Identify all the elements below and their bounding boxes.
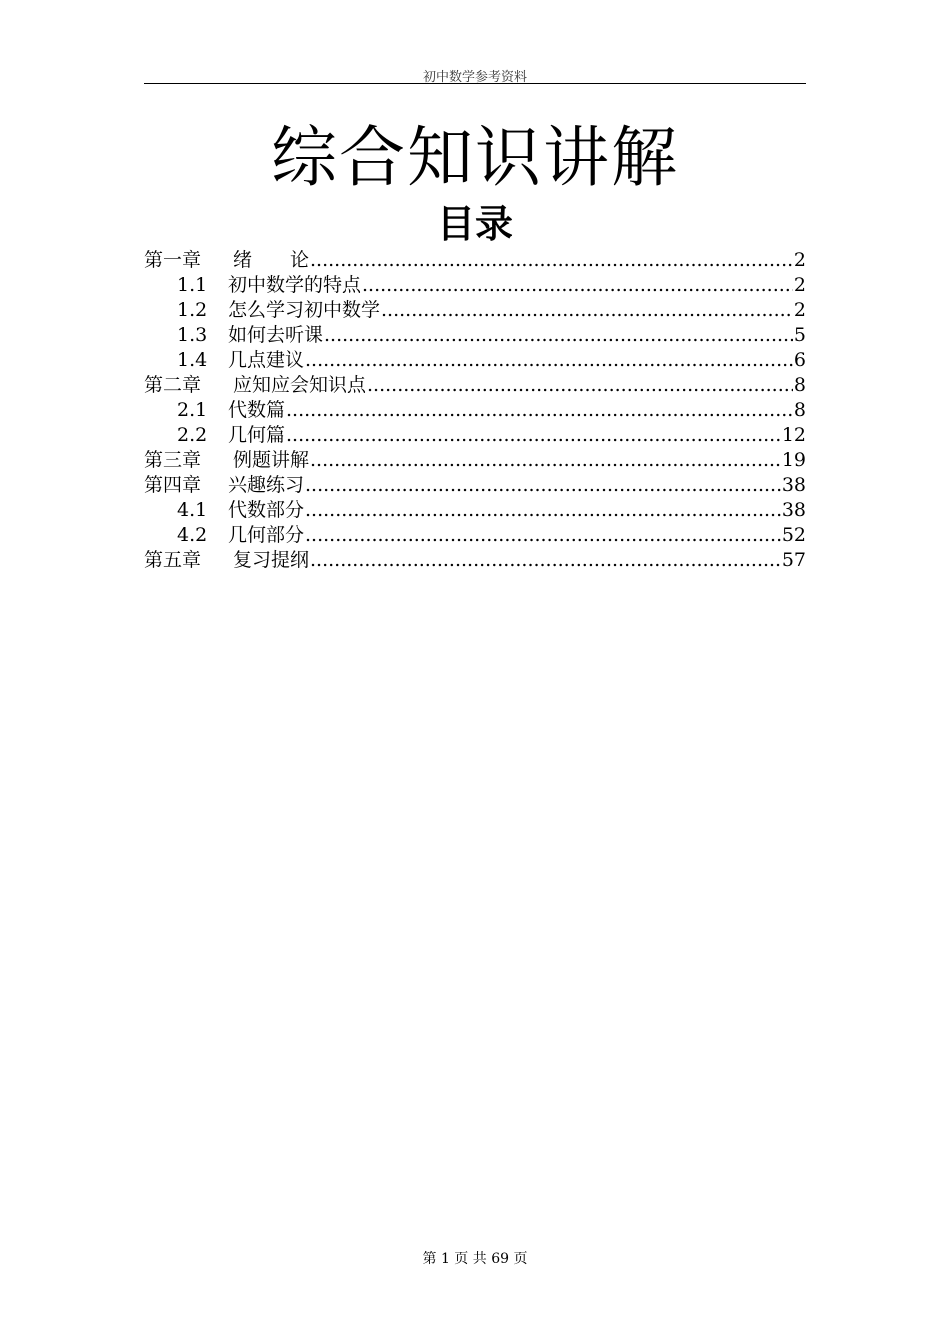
toc-entry-section-4-1[interactable] [144,498,806,523]
document-title: 综合知识讲解 [271,119,679,196]
toc-leader-dots [362,273,793,298]
toc-entry-section-4-2[interactable] [144,523,806,548]
toc-chapter-label: 第四章 [144,474,202,496]
toc-leader-dots [324,323,793,348]
toc-chapter-label: 第一章 [144,249,202,271]
toc-page-number: 38 [781,499,806,521]
toc-entry-section-2-1[interactable] [144,398,806,423]
toc-chapter-label: 第五章 [144,549,202,571]
toc-section-number: 2.2 [177,424,208,446]
toc-entry-title: 如何去听课 [228,324,324,346]
toc-entry-title: 几何部分 [228,524,305,546]
toc-page-number: 19 [781,449,806,471]
toc-section-number: 1.3 [177,324,208,346]
toc-entry-section-2-2[interactable] [144,423,806,448]
toc-chapter-label: 第三章 [144,449,202,471]
toc-section-number: 4.2 [177,524,208,546]
toc-section-number: 2.1 [177,399,208,421]
toc-leader-dots [305,498,781,523]
toc-page-number: 2 [793,274,806,296]
toc-page-number: 6 [793,349,806,371]
toc-entry-chapter-2[interactable] [144,373,806,398]
toc-leader-dots [367,373,793,398]
toc-entry-title: 兴趣练习 [228,474,305,496]
toc-leader-dots [310,248,793,273]
toc-page-number: 8 [793,374,806,396]
toc-leader-dots [305,348,793,373]
toc-entry-chapter-4[interactable] [144,473,806,498]
toc-leader-dots [310,548,781,573]
toc-entry-chapter-5[interactable] [144,548,806,573]
toc-page-number: 38 [781,474,806,496]
toc-entry-section-1-2[interactable] [144,298,806,323]
page-footer: 第 1 页 共 69 页 [422,1251,528,1267]
toc-page-number: 2 [793,249,806,271]
toc-leader-dots [310,448,781,473]
toc-heading: 目录 [436,202,513,246]
toc-page-number: 52 [781,524,806,546]
toc-entry-title: 代数篇 [228,399,286,421]
toc-entry-section-1-3[interactable] [144,323,806,348]
toc-page-number: 12 [781,424,806,446]
toc-section-number: 1.1 [177,274,208,296]
toc-entry-section-1-1[interactable] [144,273,806,298]
toc-entry-title: 代数部分 [228,499,305,521]
toc-entry-title: 应知应会知识点 [233,374,367,396]
toc-leader-dots [305,473,781,498]
toc-chapter-label: 第二章 [144,374,202,396]
header-rule [144,83,806,84]
toc-entry-chapter-3[interactable] [144,448,806,473]
toc-page-number: 8 [793,399,806,421]
toc-section-number: 1.4 [177,349,208,371]
toc-leader-dots [286,423,781,448]
toc-section-number: 1.2 [177,299,208,321]
toc-leader-dots [286,398,793,423]
toc-section-number: 4.1 [177,499,208,521]
toc-entry-title: 绪 论 [233,249,310,271]
table-of-contents [144,248,806,573]
toc-entry-title: 例题讲解 [233,449,310,471]
toc-page-number: 5 [793,324,806,346]
toc-entry-title: 怎么学习初中数学 [228,299,381,321]
toc-leader-dots [305,523,781,548]
toc-leader-dots [381,298,793,323]
page-header: 初中数学参考资料 [422,70,527,85]
toc-page-number: 57 [781,549,806,571]
toc-entry-title: 几点建议 [228,349,305,371]
toc-entry-title: 几何篇 [228,424,286,446]
toc-entry-title: 初中数学的特点 [228,274,362,296]
toc-entry-title: 复习提纲 [233,549,310,571]
toc-page-number: 2 [793,299,806,321]
toc-entry-chapter-1[interactable] [144,248,806,273]
toc-entry-section-1-4[interactable] [144,348,806,373]
